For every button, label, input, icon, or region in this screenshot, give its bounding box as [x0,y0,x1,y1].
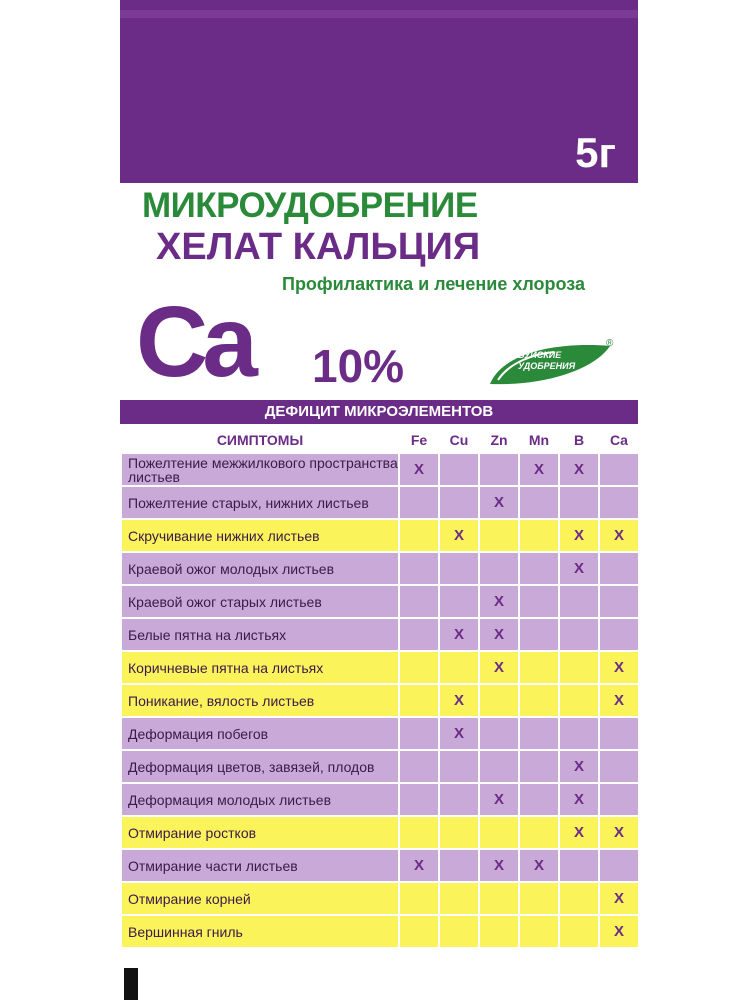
deficit-mark-cell [439,849,479,882]
deficit-mark-cell [519,750,559,783]
deficit-mark-cell [599,783,639,816]
deficit-mark-cell [399,816,439,849]
deficit-mark-cell [599,486,639,519]
symptom-cell: Деформация цветов, завязей, плодов [121,750,399,783]
deficit-mark-cell [439,486,479,519]
brand-logo-text [518,350,608,372]
deficit-mark-cell: X [599,816,639,849]
deficit-mark-cell [519,519,559,552]
deficit-mark-cell: X [439,519,479,552]
deficit-mark-cell [439,882,479,915]
table-row [121,618,639,651]
deficit-mark-cell [439,750,479,783]
symptom-cell: Поникание, вялость листьев [121,684,399,717]
table-row [121,684,639,717]
registered-mark: ® [606,338,614,349]
product-purpose: Профилактика и лечение хлороза [282,274,586,294]
symptom-cell: Отмирание ростков [121,816,399,849]
deficit-mark-cell [399,717,439,750]
symptom-cell: Белые пятна на листьях [121,618,399,651]
table-row [121,849,639,882]
deficit-mark-cell: X [559,816,599,849]
deficit-mark-cell: X [559,453,599,486]
product-category: МИКРОУДОБРЕНИЕ [142,186,478,225]
deficit-mark-cell: X [559,783,599,816]
package-weight: 5г [575,129,616,176]
deficit-mark-cell: X [519,849,559,882]
deficit-mark-cell: X [559,519,599,552]
deficit-mark-cell [479,915,519,948]
top-color-band [120,0,638,183]
deficit-mark-cell [479,519,519,552]
table-row [121,783,639,816]
deficit-mark-cell: X [439,618,479,651]
table-row [121,552,639,585]
table-row [121,750,639,783]
deficit-mark-cell [599,585,639,618]
table-row [121,651,639,684]
symptom-column-header: СИМПТОМЫ [216,432,304,448]
deficit-mark-cell: X [439,684,479,717]
deficit-mark-cell: X [559,552,599,585]
deficit-mark-cell [559,585,599,618]
table-row [121,519,639,552]
deficit-mark-cell [599,552,639,585]
deficit-table-title: ДЕФИЦИТ МИКРОЭЛЕМЕНТОВ [120,400,638,424]
deficit-mark-cell [519,552,559,585]
deficit-mark-cell [399,618,439,651]
symptom-cell: Вершинная гниль [121,915,399,948]
deficit-mark-cell: X [479,486,519,519]
table-body [121,453,639,948]
deficit-mark-cell: X [599,882,639,915]
deficit-mark-cell [479,684,519,717]
deficit-mark-cell [399,882,439,915]
product-package [120,0,638,1000]
deficit-mark-cell [559,618,599,651]
deficit-mark-cell: X [479,651,519,684]
deficit-mark-cell [519,783,559,816]
table-row [121,717,639,750]
deficit-mark-cell [519,816,559,849]
deficit-mark-cell: X [559,750,599,783]
deficit-mark-cell [599,717,639,750]
table-row [121,453,639,486]
deficit-mark-cell [399,552,439,585]
deficit-mark-cell [479,552,519,585]
deficit-mark-cell [519,717,559,750]
symptom-cell: Отмирание части листьев [121,849,399,882]
deficit-mark-cell: X [599,519,639,552]
element-symbol: Ca [136,286,252,398]
corner-shadow [124,968,138,1000]
deficit-mark-cell: X [479,618,519,651]
deficit-mark-cell [479,882,519,915]
symptom-cell: Коричневые пятна на листьях [121,651,399,684]
deficit-mark-cell: X [479,585,519,618]
deficit-mark-cell [399,783,439,816]
deficit-mark-cell [399,486,439,519]
brand-line-2: УДОБРЕНИЯ [518,361,576,371]
symptom-cell: Краевой ожог старых листьев [121,585,399,618]
deficit-mark-cell [559,651,599,684]
deficit-mark-cell [399,750,439,783]
table-row [121,882,639,915]
column-header: Zn [490,432,508,448]
brand-line-1: БУЙСКИЕ [518,350,562,360]
column-header: Mn [528,432,550,448]
deficit-mark-cell [399,684,439,717]
deficit-mark-cell [519,618,559,651]
deficit-mark-cell [439,552,479,585]
deficit-mark-cell [439,915,479,948]
deficit-mark-cell [599,849,639,882]
deficit-mark-cell: X [519,453,559,486]
deficit-mark-cell: X [599,684,639,717]
deficit-mark-cell: X [599,915,639,948]
deficit-mark-cell [559,717,599,750]
deficit-mark-cell [479,750,519,783]
deficit-mark-cell [439,651,479,684]
table-row [121,585,639,618]
table-row [121,816,639,849]
column-header: Ca [610,432,628,448]
deficit-mark-cell [439,453,479,486]
product-name: ХЕЛАТ КАЛЬЦИЯ [156,226,481,268]
deficit-mark-cell [599,453,639,486]
symptom-cell: Деформация побегов [121,717,399,750]
deficit-mark-cell: X [399,849,439,882]
deficit-mark-cell [599,750,639,783]
deficit-mark-cell [439,585,479,618]
deficit-mark-cell [479,816,519,849]
symptom-cell: Пожелтение межжилкового пространства листьев [121,453,399,486]
deficit-mark-cell [519,684,559,717]
table-row [121,915,639,948]
element-percent: 10% [312,340,405,392]
deficit-mark-cell [559,486,599,519]
column-header: Cu [449,432,469,448]
deficit-mark-cell [399,915,439,948]
deficit-mark-cell [399,585,439,618]
deficit-mark-cell [559,684,599,717]
symptom-cell: Пожелтение старых, нижних листьев [121,486,399,519]
decorative-stripe [120,10,638,18]
deficit-mark-cell [479,717,519,750]
deficit-mark-cell [559,849,599,882]
deficit-mark-cell [439,783,479,816]
table-header-row [121,428,639,453]
deficit-mark-cell [399,651,439,684]
column-header: B [573,432,585,448]
deficit-mark-cell [519,882,559,915]
deficit-mark-cell [519,585,559,618]
deficit-mark-cell [399,519,439,552]
deficit-mark-cell [519,915,559,948]
deficit-mark-cell: X [399,453,439,486]
deficit-mark-cell [599,618,639,651]
deficit-mark-cell [519,486,559,519]
deficit-mark-cell: X [599,651,639,684]
deficit-mark-cell [439,816,479,849]
deficit-mark-cell [559,882,599,915]
deficit-mark-cell: X [479,783,519,816]
deficit-mark-cell [559,915,599,948]
symptom-cell: Краевой ожог молодых листьев [121,552,399,585]
symptom-cell: Деформация молодых листьев [121,783,399,816]
symptom-cell: Скручивание нижних листьев [121,519,399,552]
table-row [121,486,639,519]
deficit-mark-cell: X [439,717,479,750]
deficit-mark-cell: X [479,849,519,882]
deficit-mark-cell [519,651,559,684]
column-header: Fe [410,432,428,448]
deficit-mark-cell [479,453,519,486]
symptom-cell: Отмирание корней [121,882,399,915]
symptom-table [120,428,640,949]
